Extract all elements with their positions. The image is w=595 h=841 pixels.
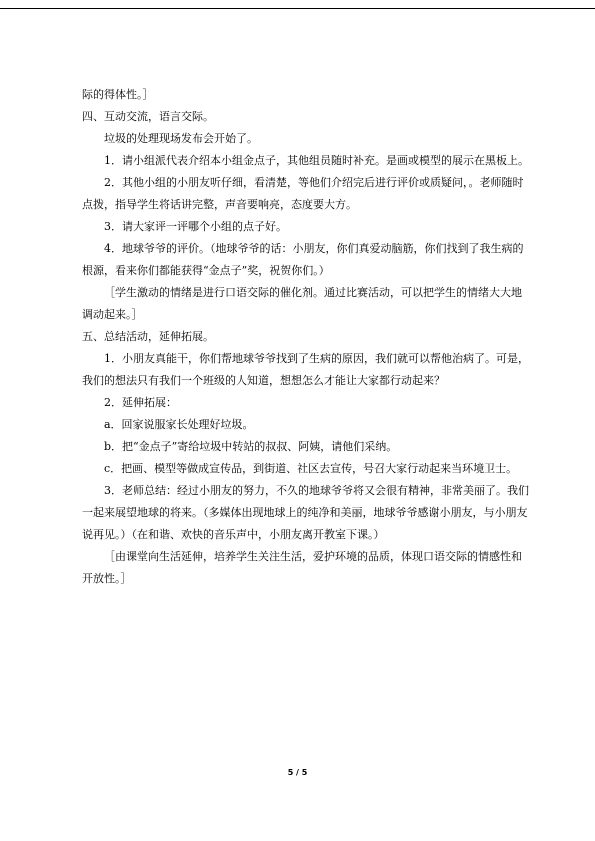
paragraph: 3．老师总结：经过小朋友的努力，不久的地球爷爷将又会很有精神，非常美丽了。我们一起来展望地球的将来。（多媒体出现地球上的纯净和美丽，地球爷爷感谢小朋友，与小朋友说再见。）（在和谐、欢快的音乐声中，小朋友离开教室下课。） bbox=[82, 484, 529, 541]
paragraph-continuation: 际的得体性。］ bbox=[82, 88, 154, 101]
paragraph: a．回家说服家长处理好垃圾。 bbox=[104, 418, 254, 431]
paragraph: 2．其他小组的小朋友听仔细，看清楚，等他们介绍完后进行评价或质疑问，。老师随时点拨，指导学生将话讲完整，声音要响亮，态度要大方。 bbox=[82, 176, 524, 211]
page-number: 5 / 5 bbox=[287, 768, 308, 777]
paragraph: 1．请小组派代表介绍本小组金点子，其他组员随时补充。是画或模型的展示在黑板上。 bbox=[104, 154, 529, 167]
paragraph: c．把画、模型等做成宣传品，到街道、社区去宣传，号召大家行动起来当环境卫士。 bbox=[104, 462, 518, 475]
header-rule bbox=[0, 8, 595, 9]
paragraph: 2．延伸拓展： bbox=[104, 396, 177, 409]
paragraph: 4．地球爷爷的评价。（地球爷爷的话：小朋友，你们真爱动脑筋，你们找到了我生病的根源，看来你们都能获得“金点子”奖，祝贺你们。） bbox=[82, 242, 524, 277]
paragraph-note: ［学生激动的情绪是进行口语交际的催化剂。通过比赛活动，可以把学生的情绪大大地调动起来。］ bbox=[82, 286, 522, 321]
paragraph: 1．小朋友真能干，你们帮地球爷爷找到了生病的原因，我们就可以帮他治病了。可是，我们的想法只有我们一个班级的人知道，想想怎么才能让大家都行动起来？ bbox=[82, 352, 529, 387]
paragraph-note: ［由课堂向生活延伸，培养学生关注生活，爱护环境的品质，体现口语交际的情感性和开放性。］ bbox=[82, 550, 522, 585]
paragraph: b．把“金点子”寄给垃圾中转站的叔叔、阿姨，请他们采纳。 bbox=[104, 440, 398, 453]
section-heading-4: 四、互动交流，语言交际。 bbox=[82, 110, 214, 123]
section-heading-5: 五、总结活动，延伸拓展。 bbox=[82, 330, 214, 343]
document-body bbox=[82, 84, 532, 590]
paragraph: 垃圾的处理现场发布会开始了。 bbox=[104, 132, 258, 145]
paragraph: 3．请大家评一评哪个小组的点子好。 bbox=[104, 220, 287, 233]
